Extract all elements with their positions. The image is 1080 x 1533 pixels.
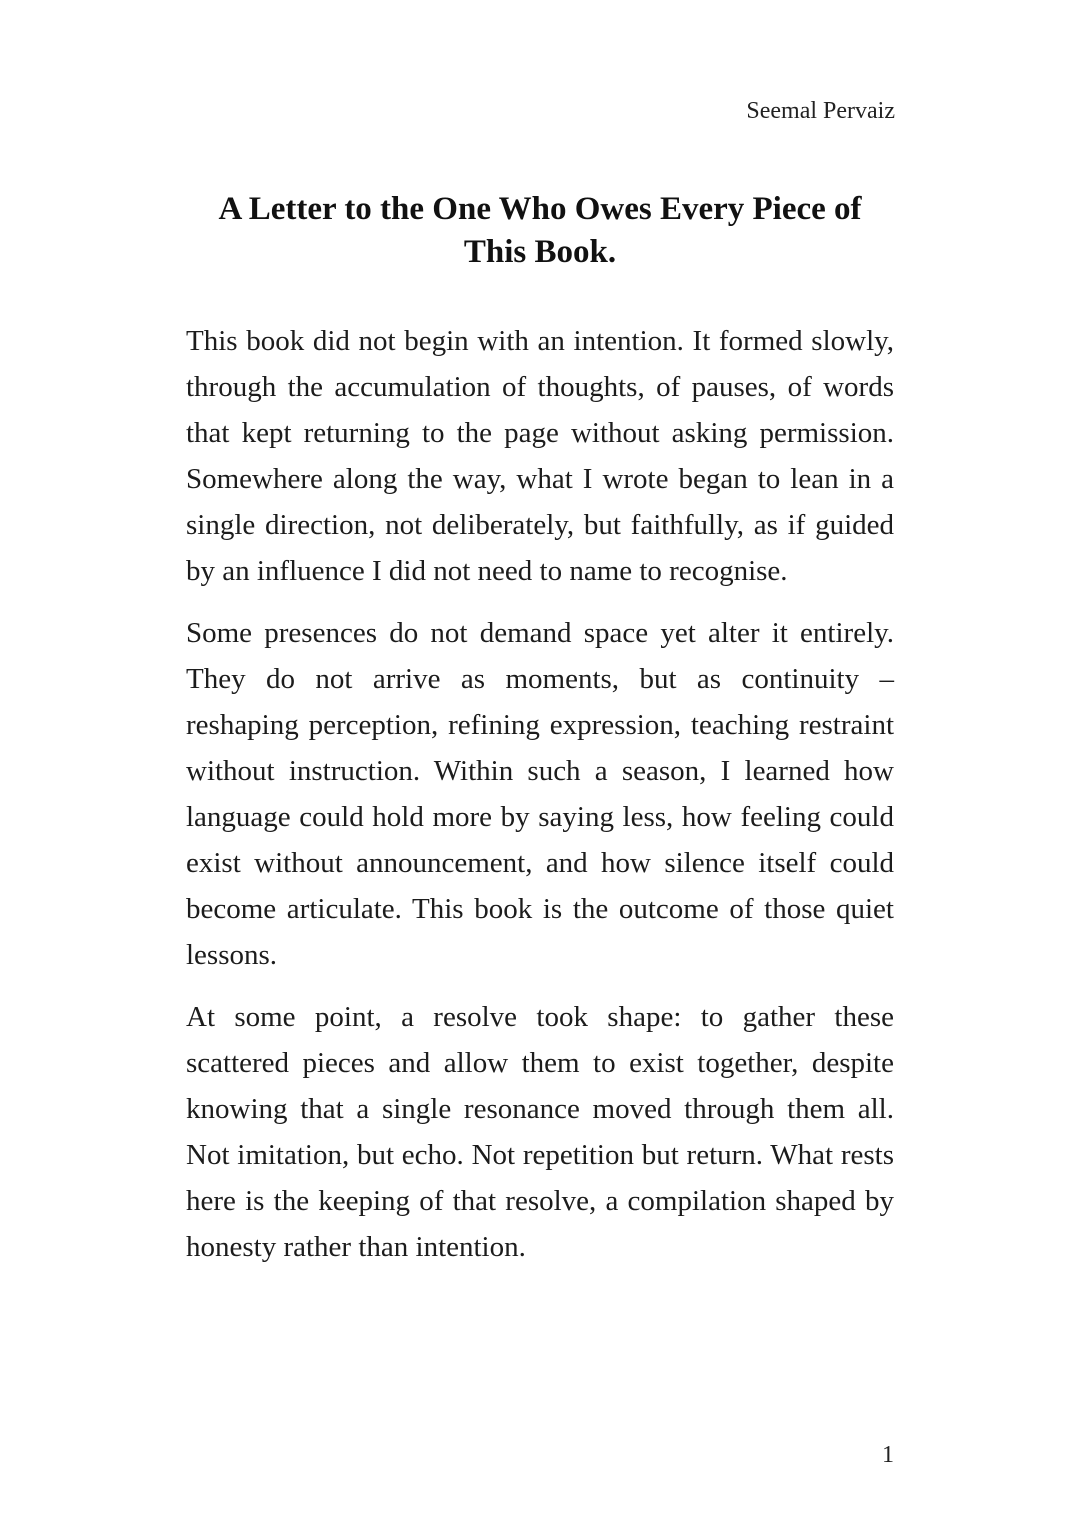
- paragraph-3: At some point, a resolve took shape: to gather these scattered pieces and allow them to exist together, despite knowing that a single resonance moved through them all. Not imitation, but echo. Not repetition but return. What rests here is the keeping of that resolve, a compilation shaped by honesty rather than intention.: [186, 1001, 894, 1263]
- chapter-title: A Letter to the One Who Owes Every Piece of This Book.: [218, 191, 862, 270]
- page-number: 1: [882, 1442, 894, 1468]
- paragraph-1: This book did not begin with an intention. It formed slowly, through the accumulation of thoughts, of pauses, of words that kept returning to the page without asking permission. Somewhere along the way, what I wrote began to lean in a single direction, not deliberately, but faithfully, as if guided by an influence I did not need to name to recognise.: [186, 325, 894, 587]
- running-header-author: Seemal Pervaiz: [746, 98, 895, 124]
- chapter-body: [186, 318, 894, 1286]
- paragraph-2: Some presences do not demand space yet alter it entirely. They do not arrive as moments, but as continuity – reshaping perception, refining expression, teaching restraint without instruction. Within such a season, I learned how language could hold more by saying less, how feeling could exist without announcement, and how silence itself could become articulate. This book is the outcome of those quiet lessons.: [186, 617, 894, 971]
